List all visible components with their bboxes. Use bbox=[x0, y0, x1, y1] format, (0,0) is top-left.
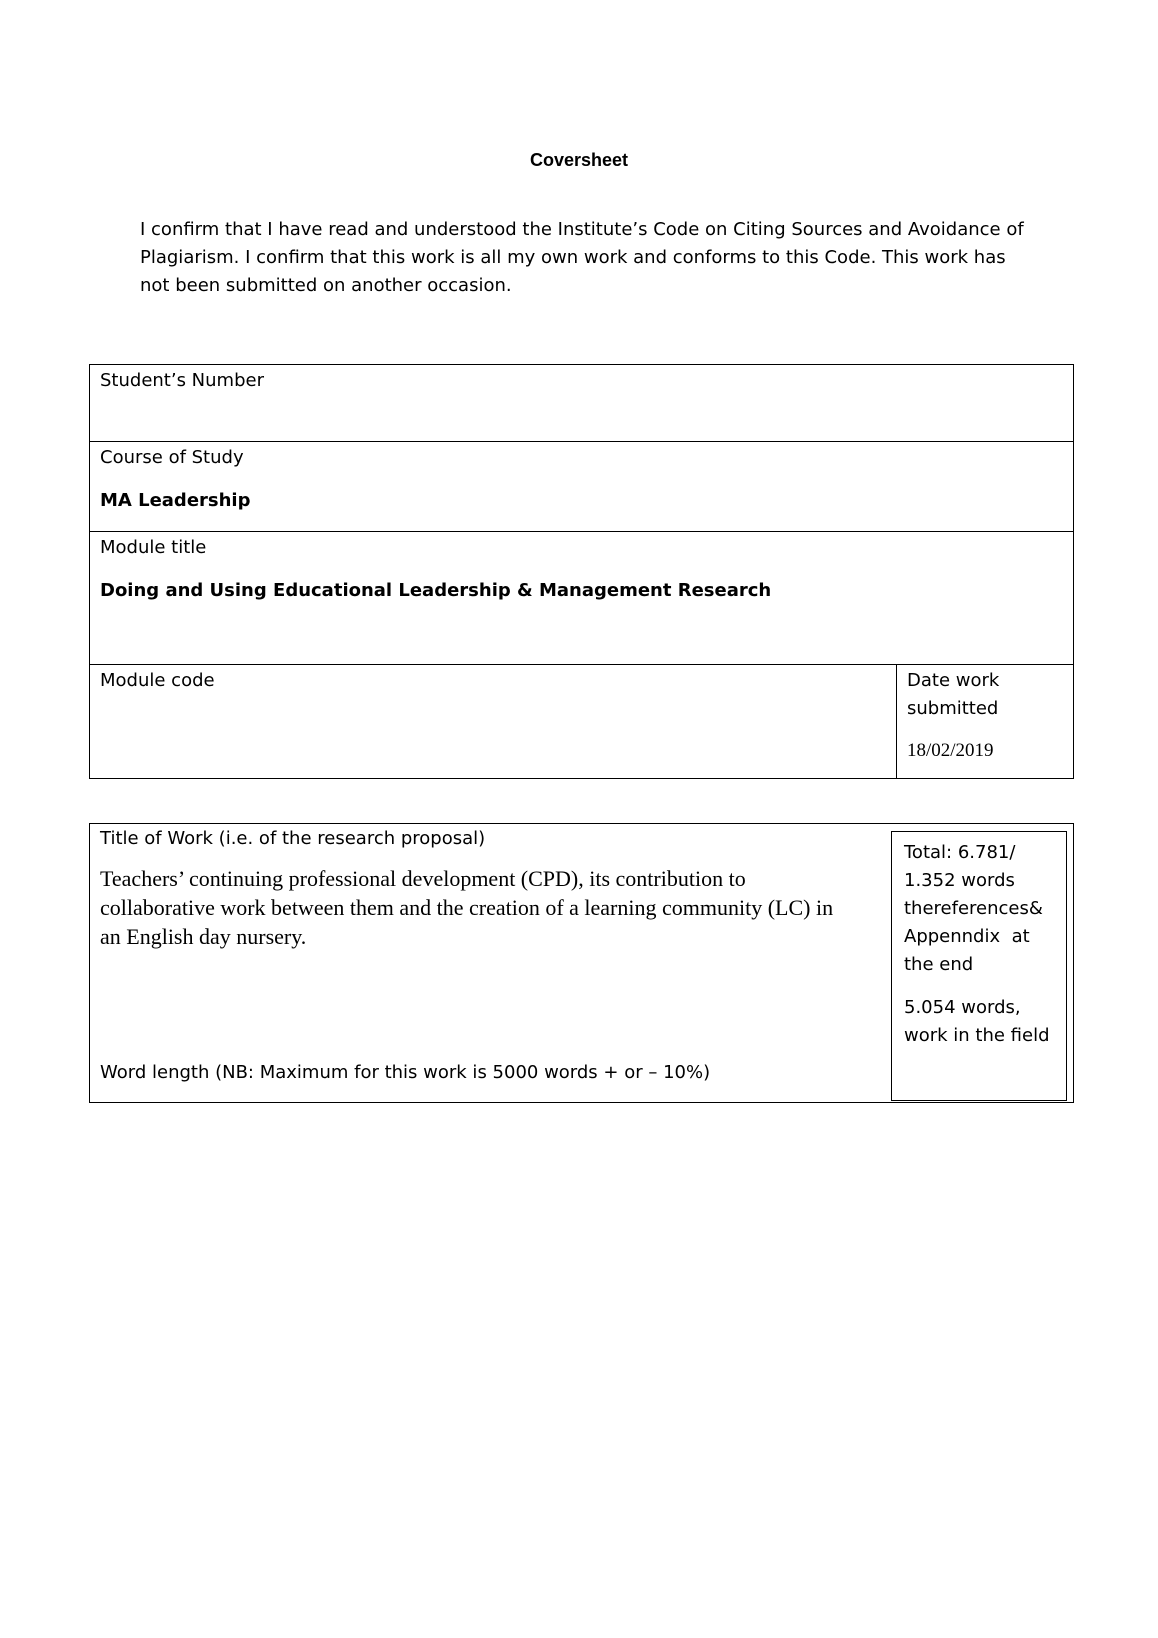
word-count-line-5: the end bbox=[904, 954, 974, 975]
work-title-line-3: an English day nursery. bbox=[100, 924, 307, 949]
date-submitted-label-line2: submitted bbox=[907, 698, 999, 719]
date-submitted-value: 18/02/2019 bbox=[907, 740, 994, 761]
word-count-line-7: work in the field bbox=[904, 1025, 1050, 1046]
word-count-line-2: 1.352 words bbox=[904, 870, 1015, 891]
student-number-label: Student’s Number bbox=[100, 370, 264, 391]
word-count-line-6: 5.054 words, bbox=[904, 997, 1021, 1018]
work-title-label: Title of Work (i.e. of the research proposal) bbox=[100, 828, 486, 849]
student-number-row bbox=[90, 365, 1073, 442]
word-count-line-1: Total: 6.781/ bbox=[904, 842, 1016, 863]
module-title-value: Doing and Using Educational Leadership & Management Research bbox=[100, 580, 772, 601]
work-title-line-1: Teachers’ continuing professional development (CPD), its contribution to bbox=[100, 866, 746, 891]
work-title-line-2: collaborative work between them and the creation of a learning community (LC) in bbox=[100, 895, 834, 920]
module-title-row bbox=[90, 532, 1073, 665]
course-of-study-row bbox=[90, 442, 1073, 532]
module-code-row bbox=[90, 665, 1073, 778]
date-submitted-label-line1: Date work bbox=[907, 670, 1000, 691]
course-of-study-value: MA Leadership bbox=[100, 490, 251, 511]
module-code-label: Module code bbox=[100, 670, 215, 691]
column-divider bbox=[896, 665, 897, 778]
word-count-line-4: Appenndix at bbox=[904, 926, 1030, 947]
word-length-label: Word length (NB: Maximum for this work is 5000 words + or – 10%) bbox=[100, 1062, 711, 1083]
work-title-table bbox=[89, 823, 1074, 1103]
course-of-study-label: Course of Study bbox=[100, 447, 244, 468]
word-count-line-3: thereferences& bbox=[904, 898, 1043, 919]
plagiarism-declaration: I confirm that I have read and understood the Institute’s Code on Citing Sources and Avoidance of Plagiarism. I confirm that this work is all my own work and conforms to this Code. This work has not been submitted on another occasion. bbox=[140, 219, 1024, 296]
page-title: Coversheet bbox=[529, 150, 629, 170]
cover-details-table bbox=[89, 364, 1074, 779]
word-count-box bbox=[891, 831, 1067, 1101]
module-title-label: Module title bbox=[100, 537, 207, 558]
